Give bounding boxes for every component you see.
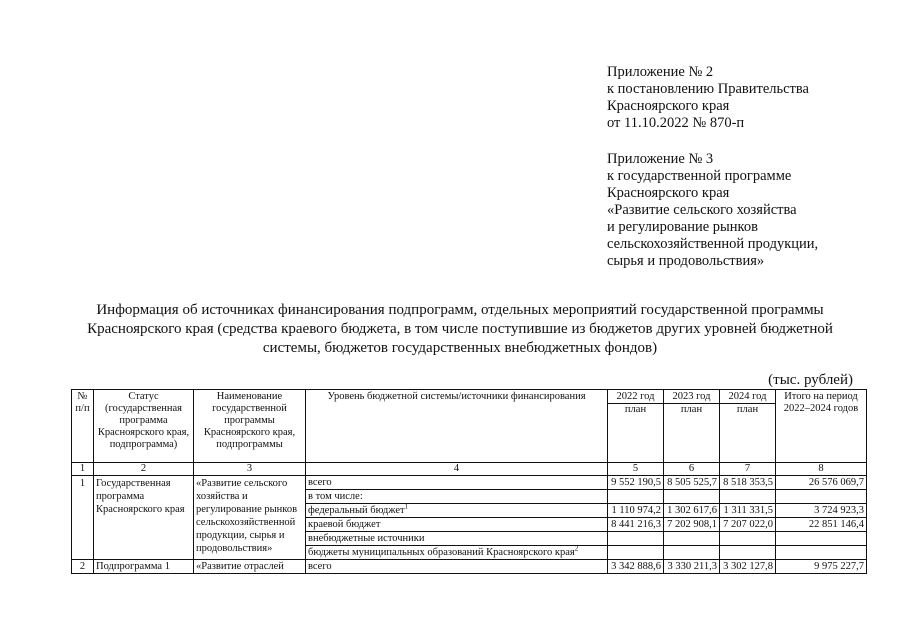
col-number: 7 bbox=[720, 463, 776, 476]
col-number: 8 bbox=[776, 463, 867, 476]
appendix-line: Красноярского края bbox=[607, 185, 730, 201]
value-2022: 3 342 888,6 bbox=[608, 560, 664, 574]
table-row bbox=[72, 476, 867, 490]
footnote-mark: 2 bbox=[574, 545, 579, 553]
col-number: 3 bbox=[194, 463, 306, 476]
value-2022: 8 441 216,3 bbox=[608, 518, 664, 532]
value-2023 bbox=[664, 490, 720, 504]
appendix-line: к постановлению Правительства bbox=[607, 81, 809, 97]
appendix-line: Приложение № 3 bbox=[607, 151, 714, 167]
header-num: № п/п bbox=[72, 390, 94, 463]
col-number: 6 bbox=[664, 463, 720, 476]
appendix-line: сырья и продовольствия» bbox=[607, 253, 765, 269]
appendix-line: к государственной программе bbox=[607, 168, 792, 184]
header-name: Наименование государственной программы Красноярского края, подпрограммы bbox=[194, 390, 306, 463]
source-label-cell bbox=[306, 546, 608, 560]
row-status: Государственная программа Красноярского края bbox=[94, 476, 194, 560]
value-total: 26 576 069,7 bbox=[776, 476, 867, 490]
source-label: всего bbox=[306, 476, 608, 490]
value-total: 3 724 923,3 bbox=[776, 504, 867, 518]
source-label: внебюджетные источники bbox=[306, 532, 608, 546]
units-label: (тыс. рублей) bbox=[768, 372, 853, 388]
value-2022 bbox=[608, 546, 664, 560]
value-2024: 8 518 353,5 bbox=[720, 476, 776, 490]
col-number: 2 bbox=[94, 463, 194, 476]
row-program-name: «Развитие отраслей bbox=[194, 560, 306, 574]
value-2023 bbox=[664, 546, 720, 560]
appendix-line: от 11.10.2022 № 870-п bbox=[607, 115, 745, 131]
row-num: 1 bbox=[72, 476, 94, 560]
value-2023: 3 330 211,3 bbox=[664, 560, 720, 574]
value-total: 9 975 227,7 bbox=[776, 560, 867, 574]
header-2024-year: 2024 год bbox=[720, 391, 775, 404]
appendix-line: Красноярского края bbox=[607, 98, 730, 114]
appendix-3-block bbox=[607, 151, 818, 270]
row-num: 2 bbox=[72, 560, 94, 574]
appendix-2-block bbox=[607, 64, 809, 132]
footnote-mark: 1 bbox=[404, 503, 409, 511]
value-2023: 8 505 525,7 bbox=[664, 476, 720, 490]
value-2022 bbox=[608, 490, 664, 504]
header-2023 bbox=[664, 390, 720, 463]
header-2022-year: 2022 год bbox=[608, 391, 663, 404]
value-2024 bbox=[720, 546, 776, 560]
header-total: Итого на период 2022–2024 годов bbox=[776, 390, 867, 463]
source-label: краевой бюджет bbox=[306, 518, 608, 532]
appendix-line: «Развитие сельского хозяйства bbox=[607, 202, 797, 218]
col-number: 4 bbox=[306, 463, 608, 476]
value-2023: 1 302 617,6 bbox=[664, 504, 720, 518]
header-2023-year: 2023 год bbox=[664, 391, 719, 404]
row-status: Подпрограмма 1 bbox=[94, 560, 194, 574]
title-line: Информация об источниках финансирования подпрограмм, отдельных мероприятий государственной программы bbox=[96, 302, 824, 318]
table-row bbox=[72, 560, 867, 574]
header-row bbox=[72, 390, 867, 463]
value-2024: 1 311 331,5 bbox=[720, 504, 776, 518]
value-2024 bbox=[720, 532, 776, 546]
value-2022: 1 110 974,2 bbox=[608, 504, 664, 518]
value-total: 22 851 146,4 bbox=[776, 518, 867, 532]
title-line: системы, бюджетов государственных внебюджетных фондов) bbox=[262, 340, 658, 356]
value-2023 bbox=[664, 532, 720, 546]
header-2024-plan: план bbox=[736, 404, 759, 415]
header-2022 bbox=[608, 390, 664, 463]
value-2023: 7 202 908,1 bbox=[664, 518, 720, 532]
header-level: Уровень бюджетной системы/источники финансирования bbox=[306, 390, 608, 463]
col-number: 1 bbox=[72, 463, 94, 476]
source-label: в том числе: bbox=[306, 490, 608, 504]
appendix-line: сельскохозяйственной продукции, bbox=[607, 236, 819, 252]
value-total bbox=[776, 490, 867, 504]
value-2022 bbox=[608, 532, 664, 546]
appendix-line: Приложение № 2 bbox=[607, 64, 714, 80]
source-label: всего bbox=[306, 560, 608, 574]
financing-table bbox=[71, 389, 867, 574]
source-label: федеральный бюджет bbox=[308, 505, 405, 516]
header-status: Статус (государственная программа Красноярского края, подпрограмма) bbox=[94, 390, 194, 463]
value-2024: 3 302 127,8 bbox=[720, 560, 776, 574]
source-label: бюджеты муниципальных образований Красноярского края bbox=[308, 547, 575, 558]
title-line: Красноярского края (средства краевого бюджета, в том числе поступившие из бюджетов других уровней бюджетной bbox=[87, 321, 833, 337]
source-label-cell bbox=[306, 504, 608, 518]
value-total bbox=[776, 532, 867, 546]
header-2023-plan: план bbox=[680, 404, 703, 415]
column-numbers-row bbox=[72, 463, 867, 476]
appendix-line: и регулирование рынков bbox=[607, 219, 758, 235]
header-2022-plan: план bbox=[624, 404, 647, 415]
document-title bbox=[60, 301, 860, 358]
value-2022: 9 552 190,5 bbox=[608, 476, 664, 490]
value-2024: 7 207 022,0 bbox=[720, 518, 776, 532]
col-number: 5 bbox=[608, 463, 664, 476]
value-2024 bbox=[720, 490, 776, 504]
header-2024 bbox=[720, 390, 776, 463]
row-program-name: «Развитие сельского хозяйства и регулирование рынков сельскохозяйственной продукции, сырья и продовольствия» bbox=[194, 476, 306, 560]
value-total bbox=[776, 546, 867, 560]
